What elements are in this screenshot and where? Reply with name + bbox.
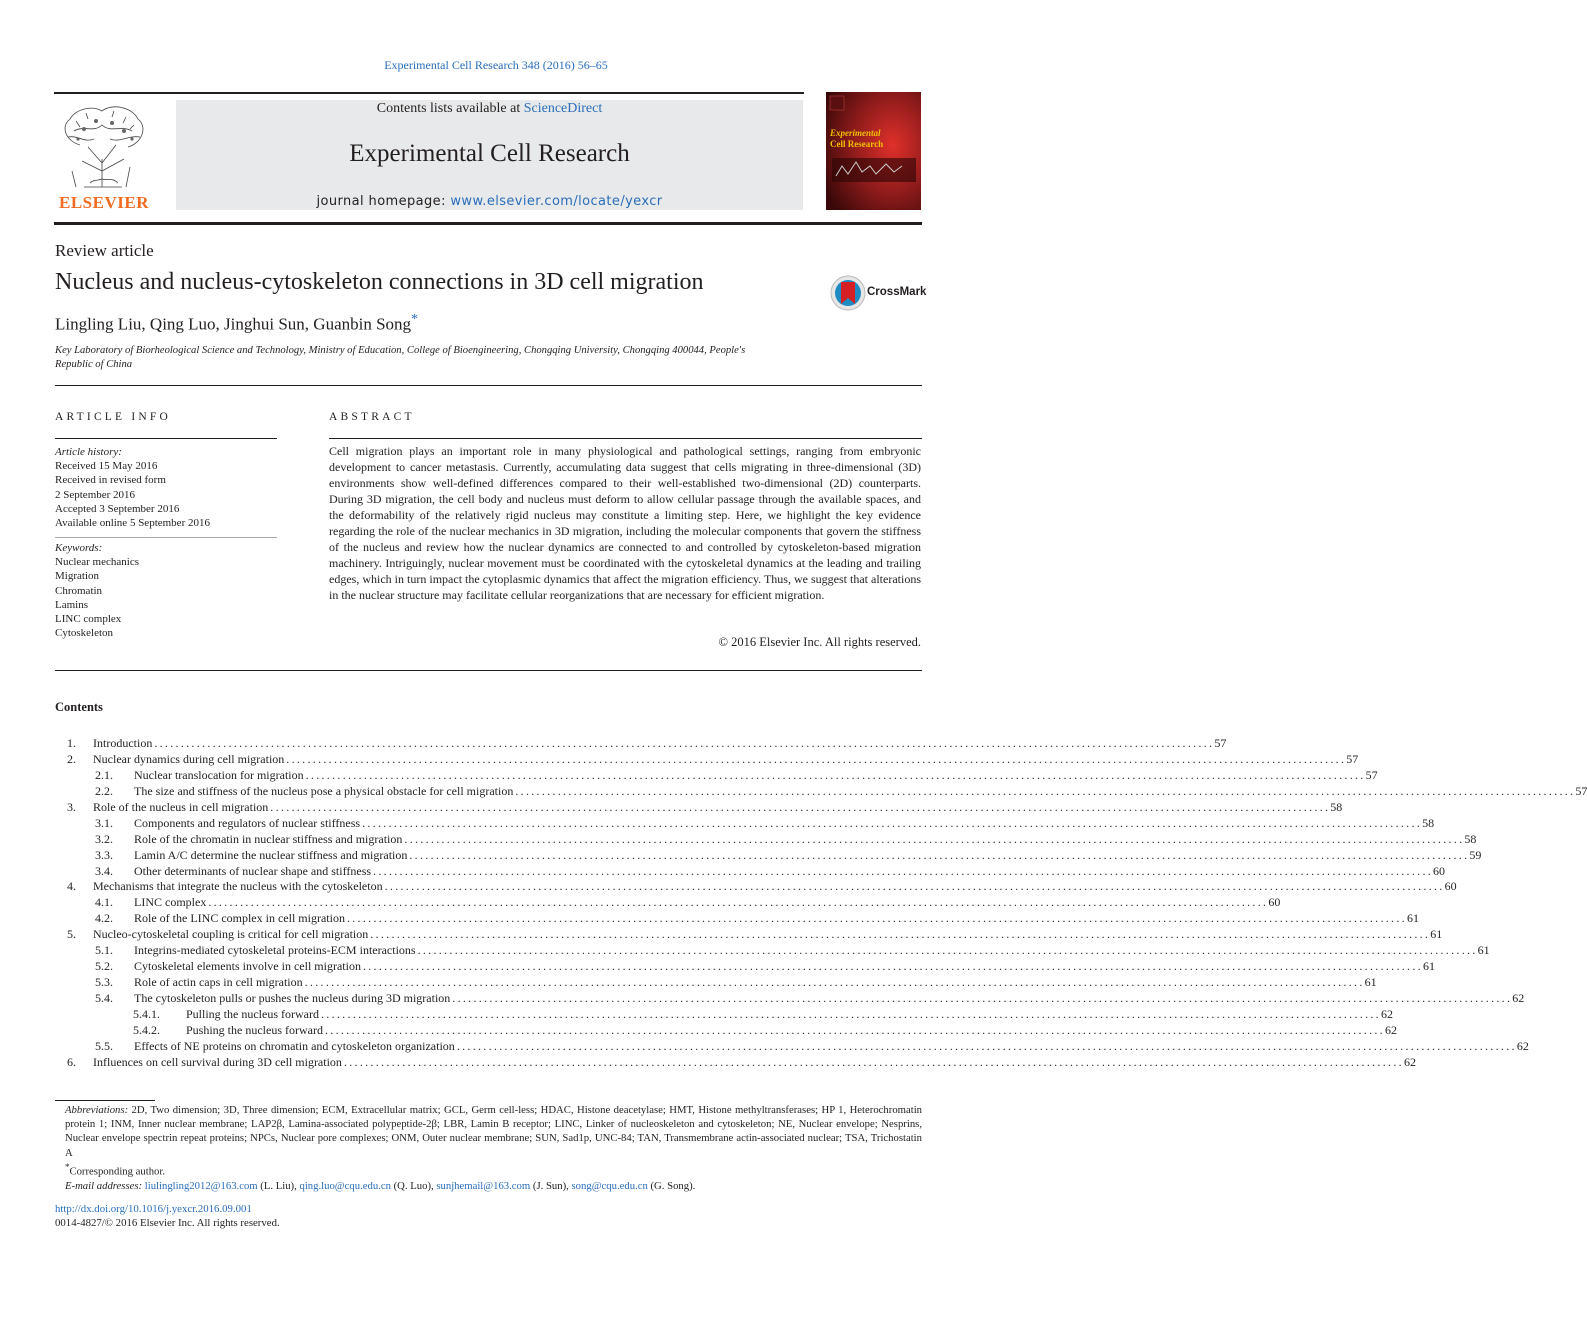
keyword-item: Nuclear mechanics (55, 556, 139, 569)
journal-cover-thumbnail[interactable] (826, 92, 921, 210)
toc-entry[interactable] (55, 799, 1343, 816)
abstract-heading: ABSTRACT (329, 411, 415, 423)
toc-entry[interactable] (55, 831, 1477, 848)
toc-entry-page: 62 (1384, 1022, 1397, 1037)
toc-entry-number: 2.2. (95, 783, 113, 798)
toc-entry-title[interactable]: Effects of NE proteins on chromatin and cytoskeleton organization (134, 1038, 455, 1053)
corresponding-note-mark: * (65, 1161, 70, 1172)
journal-homepage (176, 194, 803, 209)
toc-entry-number: 3.2. (95, 831, 113, 846)
toc-entry[interactable] (55, 959, 1435, 975)
toc-dot-leader: ........................................................................................................................................................................................................ (452, 991, 1513, 1005)
toc-entry-page: 61 (1477, 943, 1490, 958)
corresponding-author-mark[interactable]: * (411, 312, 419, 327)
toc-entry-number: 3.1. (95, 815, 113, 830)
homepage-label: journal homepage: (316, 194, 451, 209)
email-link[interactable]: sunjhemail@163.com (436, 1179, 531, 1192)
keyword-item: Chromatin (55, 584, 103, 597)
history-accepted: Accepted 3 September 2016 (55, 502, 180, 515)
abstract-rule (329, 438, 922, 439)
doi-block (55, 1202, 280, 1230)
toc-entry-title[interactable]: Pulling the nucleus forward (186, 1006, 319, 1021)
toc-entry-number: 5.5. (95, 1038, 113, 1053)
affiliation-line-2: Republic of China (55, 359, 133, 370)
toc-dot-leader: ........................................................................................................................................................................................................ (154, 736, 1215, 750)
toc-entry-title[interactable]: Role of actin caps in cell migration (134, 975, 303, 990)
toc-entry[interactable] (55, 1022, 1397, 1039)
toc-entry-title[interactable]: Mechanisms that integrate the nucleus with the cytoskeleton (93, 879, 383, 894)
keywords-rule (55, 537, 277, 538)
toc-dot-leader: ........................................................................................................................................................................................................ (362, 815, 1423, 830)
toc-dot-leader: ........................................................................................................................................................................................................ (409, 847, 1470, 862)
corresponding-author-text: Corresponding author. (69, 1165, 166, 1178)
email-owner: (L. Liu), (257, 1179, 300, 1192)
keywords (55, 541, 277, 640)
abstract-text: Cell migration plays an important role in many physiological and pathological settings, ranging from embryonic development to cancer metastasis. Currently, accumulating data suggest that cells migrating in three-dimensional (3D) environments show well-defined differences compared to their well-established two-dimensional (2D) counterparts. During 3D migration, the cell body and nucleus must deform to allow cellular passage through the available spaces, and the deformability of the relatively rigid nucleus may constitute a limiting step. Here, we highlight the key evidence regarding the role of the nuclear mechanics in 3D migration, including the molecular components that govern the stiffness of the nucleus and review how the nuclear dynamics are connected to and controlled by cytoskeleton-based migration machinery. Intriguingly, nuclear movement must be coordinated with the cytoskeletal dynamics at the leading and trailing edges, which in turn impact the cytoplasmic dynamics that affect the migration efficiency. Thus, we suggest that alterations in the nuclear structure may facilitate cellular reorganizations that are necessary for efficient migration. (329, 444, 921, 602)
toc-dot-leader: ........................................................................................................................................................................................................ (208, 895, 1269, 910)
toc-dot-leader: ........................................................................................................................................................................................................ (320, 1006, 1381, 1021)
toc-entry-number: 1. (67, 736, 76, 750)
doi-link[interactable]: http://dx.doi.org/10.1016/j.yexcr.2016.09.001 (55, 1203, 252, 1215)
toc-entry-page: 58 (1422, 815, 1435, 830)
toc-entry-page: 62 (1403, 1054, 1416, 1069)
history-revised: Received in revised form (55, 474, 166, 487)
article-type: Review article (55, 241, 154, 260)
author-names: Lingling Liu, Qing Luo, Jinghui Sun, Guanbin Song (55, 314, 412, 334)
toc-entry-number: 5.2. (95, 959, 113, 974)
toc-entry-page: 59 (1469, 847, 1482, 862)
toc-dot-leader: ........................................................................................................................................................................................................ (515, 783, 1576, 798)
toc-entry-page: 57 (1365, 767, 1378, 782)
toc-entry-title[interactable]: Integrins-mediated cytoskeletal proteins-ECM interactions (134, 943, 416, 958)
toc-entry-number: 2.1. (95, 767, 113, 782)
toc-entry-page: 60 (1444, 879, 1457, 894)
keyword-item: Cytoskeleton (55, 627, 114, 640)
email-owner: (G. Song). (647, 1179, 696, 1192)
affiliation (55, 344, 815, 372)
toc-entry-title[interactable]: Lamin A/C determine the nuclear stiffness and migration (134, 847, 408, 862)
toc-entry-title[interactable]: Influences on cell survival during 3D cell migration (93, 1054, 342, 1069)
toc-entry-page: 60 (1268, 895, 1281, 910)
toc-entry-number: 3. (67, 799, 76, 814)
email-owner: (J. Sun), (530, 1179, 572, 1192)
toc-entry-page: 57 (1346, 751, 1359, 766)
toc-entry-page: 57 (1214, 736, 1227, 750)
email-owner: (Q. Luo), (390, 1179, 437, 1192)
journal-reference[interactable]: Experimental Cell Research 348 (2016) 56–65 (384, 58, 608, 72)
toc-entry-page: 61 (1406, 911, 1419, 926)
toc-entry[interactable] (55, 991, 1525, 1007)
toc-entry-title[interactable]: Role of the chromatin in nuclear stiffness and migration (134, 831, 403, 846)
toc-entry-number: 2. (67, 751, 76, 766)
toc-entry[interactable] (55, 783, 1587, 800)
toc-dot-leader: ........................................................................................................................................................................................................ (370, 927, 1431, 942)
toc-entry[interactable] (55, 975, 1377, 991)
issn-copyright: 0014-4827/© 2016 Elsevier Inc. All rights reserved. (55, 1217, 280, 1230)
header-bottom-rule (54, 222, 922, 225)
email-link[interactable]: qing.luo@cqu.edu.cn (299, 1179, 391, 1192)
toc-dot-leader: ........................................................................................................................................................................................................ (404, 831, 1465, 846)
toc-entry[interactable] (55, 847, 1482, 864)
footnote-rule (55, 1100, 155, 1101)
keyword-item: Migration (55, 570, 99, 583)
contents-heading: Contents (55, 700, 103, 714)
toc-dot-leader: ........................................................................................................................................................................................................ (270, 799, 1331, 814)
toc-dot-leader: ........................................................................................................................................................................................................ (417, 943, 1478, 958)
toc-entry-page: 61 (1430, 927, 1443, 942)
journal-name: Experimental Cell Research (349, 140, 630, 167)
toc-entry-number: 5. (67, 927, 76, 942)
article-info-heading: ARTICLE INFO (55, 411, 171, 423)
toc-entry-number: 3.4. (95, 863, 113, 878)
toc-entry-page: 60 (1433, 863, 1446, 878)
footnotes (55, 1103, 922, 1193)
abbreviations-label: Abbreviations: (65, 1104, 129, 1116)
abstract-copyright: © 2016 Elsevier Inc. All rights reserved. (718, 635, 921, 649)
toc-entry-number: 4. (67, 879, 76, 894)
toc-entry-page: 58 (1464, 831, 1477, 846)
toc-dot-leader: ........................................................................................................................................................................................................ (286, 751, 1347, 766)
toc-entry-number: 5.4.2. (133, 1022, 160, 1037)
toc-dot-leader: ........................................................................................................................................................................................................ (362, 959, 1423, 974)
history-online: Available online 5 September 2016 (55, 517, 210, 530)
toc-dot-leader: ........................................................................................................................................................................................................ (305, 767, 1366, 782)
header-top-rule (54, 92, 804, 94)
toc-entry-number: 4.2. (95, 911, 113, 926)
toc-dot-leader: ........................................................................................................................................................................................................ (373, 863, 1434, 878)
toc-entry[interactable] (55, 943, 1490, 959)
affiliation-line-1: Key Laboratory of Biorheological Science and Technology, Ministry of Education, College of Bioengineering, Chongqing University, Chongqing 400044, People's (55, 345, 746, 356)
sciencedirect-link[interactable]: ScienceDirect (523, 101, 603, 116)
crossmark-badge[interactable] (829, 274, 927, 312)
toc-entry-page: 62 (1380, 1006, 1393, 1021)
toc-entry-page: 58 (1330, 799, 1343, 814)
toc-dot-leader: ........................................................................................................................................................................................................ (304, 975, 1365, 990)
toc-dot-leader: ........................................................................................................................................................................................................ (343, 1054, 1404, 1069)
toc-entry-title[interactable]: Role of the nucleus in cell migration (93, 799, 269, 814)
toc-entry-page: 61 (1422, 959, 1435, 974)
toc-entry[interactable] (55, 911, 1419, 927)
toc-dot-leader: ........................................................................................................................................................................................................ (324, 1022, 1385, 1037)
toc-entry-title[interactable]: Cytoskeletal elements involve in cell migration (134, 959, 361, 974)
toc-entry-number: 4.1. (95, 895, 113, 910)
toc-entry-number: 6. (67, 1054, 76, 1069)
toc-entry-page: 62 (1516, 1038, 1529, 1053)
contents-available-prefix: Contents lists available at (376, 101, 524, 116)
keyword-item: Lamins (55, 598, 88, 611)
toc-entry[interactable] (55, 927, 1443, 943)
abstract-bottom-rule (55, 670, 922, 671)
author-list (55, 312, 418, 335)
toc-entry-number: 5.4.1. (133, 1006, 160, 1021)
toc-entry-number: 5.3. (95, 975, 113, 990)
article-info-rule (55, 438, 277, 439)
toc-entry-title[interactable]: Pushing the nucleus forward (186, 1022, 323, 1037)
contents-available (176, 101, 803, 117)
toc-entry[interactable] (55, 863, 1446, 880)
keywords-label: Keywords: (55, 542, 103, 554)
journal-cover-image (826, 92, 921, 210)
toc-entry-number: 3.3. (95, 847, 113, 862)
abbreviations (55, 1103, 922, 1160)
elsevier-wordmark: ELSEVIER (59, 193, 149, 212)
toc-entry-title[interactable]: Nucleo-cytoskeletal coupling is critical for cell migration (93, 927, 369, 942)
toc-entry-title[interactable]: Role of the LINC complex in cell migration (134, 911, 345, 926)
toc-dot-leader: ........................................................................................................................................................................................................ (456, 1038, 1517, 1053)
crossmark-icon (829, 274, 867, 312)
toc-entry[interactable] (55, 767, 1378, 784)
toc-entry-title[interactable]: The cytoskeleton pulls or pushes the nucleus during 3D migration (134, 991, 451, 1005)
toc-entry-title[interactable]: Components and regulators of nuclear stiffness (134, 815, 361, 830)
email-label: E-mail addresses: (65, 1179, 143, 1192)
cover-title-line1: Experimental (830, 128, 881, 138)
history-label: Article history: (55, 446, 122, 458)
toc-dot-leader: ........................................................................................................................................................................................................ (346, 911, 1407, 926)
toc-entry[interactable] (55, 1006, 1393, 1023)
article-history (55, 445, 277, 530)
toc-entry[interactable] (55, 1054, 1416, 1071)
homepage-link[interactable]: www.elsevier.com/locate/yexcr (450, 194, 663, 209)
abbreviations-text: 2D, Two dimension; 3D, Three dimension; ECM, Extracellular matrix; GCL, Germ cell-less; HDAC, Histone deacetylase; HMT, Histone methyltransferases; HP 1, Heterochromatin protein 1; INM, Inner nuclear membrane; LAP2β, Lamina-associated polypeptide-2β; LBR, Lamin B receptor; LINC, Linker of nucleoskeleton and cytoskeleton; NE, Nuclear envelope; Nesprins, Nuclear envelope spectrin repeat proteins; NPCs, Nuclear pore complexes; ONM, Outer nuclear membrane; SUN, Sad1p, UNC-84; TAN, Transmembrane actin-associated nuclear; TSA, Trichostatin A (65, 1104, 923, 1159)
toc-entry-title[interactable]: Other determinants of nuclear shape and stiffness (134, 863, 372, 878)
table-of-contents (55, 736, 1587, 1071)
email-addresses (55, 1179, 922, 1193)
toc-entry[interactable] (55, 736, 1227, 752)
article-title: Nucleus and nucleus-cytoskeleton connections in 3D cell migration (55, 269, 704, 295)
cover-title-line2: Cell Research (830, 139, 884, 149)
toc-entry-title[interactable]: Nuclear translocation for migration (134, 767, 304, 782)
toc-entry-page: 57 (1575, 783, 1587, 798)
toc-entry-title[interactable]: Introduction (93, 736, 153, 750)
toc-entry-page: 61 (1364, 975, 1377, 990)
corresponding-author-note (55, 1160, 922, 1179)
toc-entry[interactable] (55, 751, 1359, 768)
toc-entry[interactable] (55, 1038, 1529, 1055)
toc-entry-number: 5.4. (95, 991, 113, 1005)
keyword-item: LINC complex (55, 613, 122, 626)
toc-entry-page: 62 (1512, 991, 1525, 1005)
toc-entry-title[interactable]: The size and stiffness of the nucleus pose a physical obstacle for cell migration (134, 783, 514, 798)
toc-entry-title[interactable]: Nuclear dynamics during cell migration (93, 751, 285, 766)
email-link[interactable]: liulingling2012@163.com (144, 1179, 258, 1192)
toc-entry-number: 5.1. (95, 943, 113, 958)
toc-entry-title[interactable]: LINC complex (134, 895, 207, 910)
toc-entry[interactable] (55, 815, 1435, 832)
title-divider (55, 385, 922, 386)
email-link[interactable]: song@cqu.edu.cn (571, 1179, 648, 1192)
history-revised-date: 2 September 2016 (55, 488, 136, 501)
toc-entry[interactable] (55, 895, 1281, 911)
crossmark-label: CrossMark (867, 286, 927, 298)
elsevier-logo[interactable] (54, 101, 154, 211)
history-received: Received 15 May 2016 (55, 460, 158, 473)
toc-entry[interactable] (55, 879, 1457, 895)
toc-dot-leader: ........................................................................................................................................................................................................ (384, 879, 1445, 894)
